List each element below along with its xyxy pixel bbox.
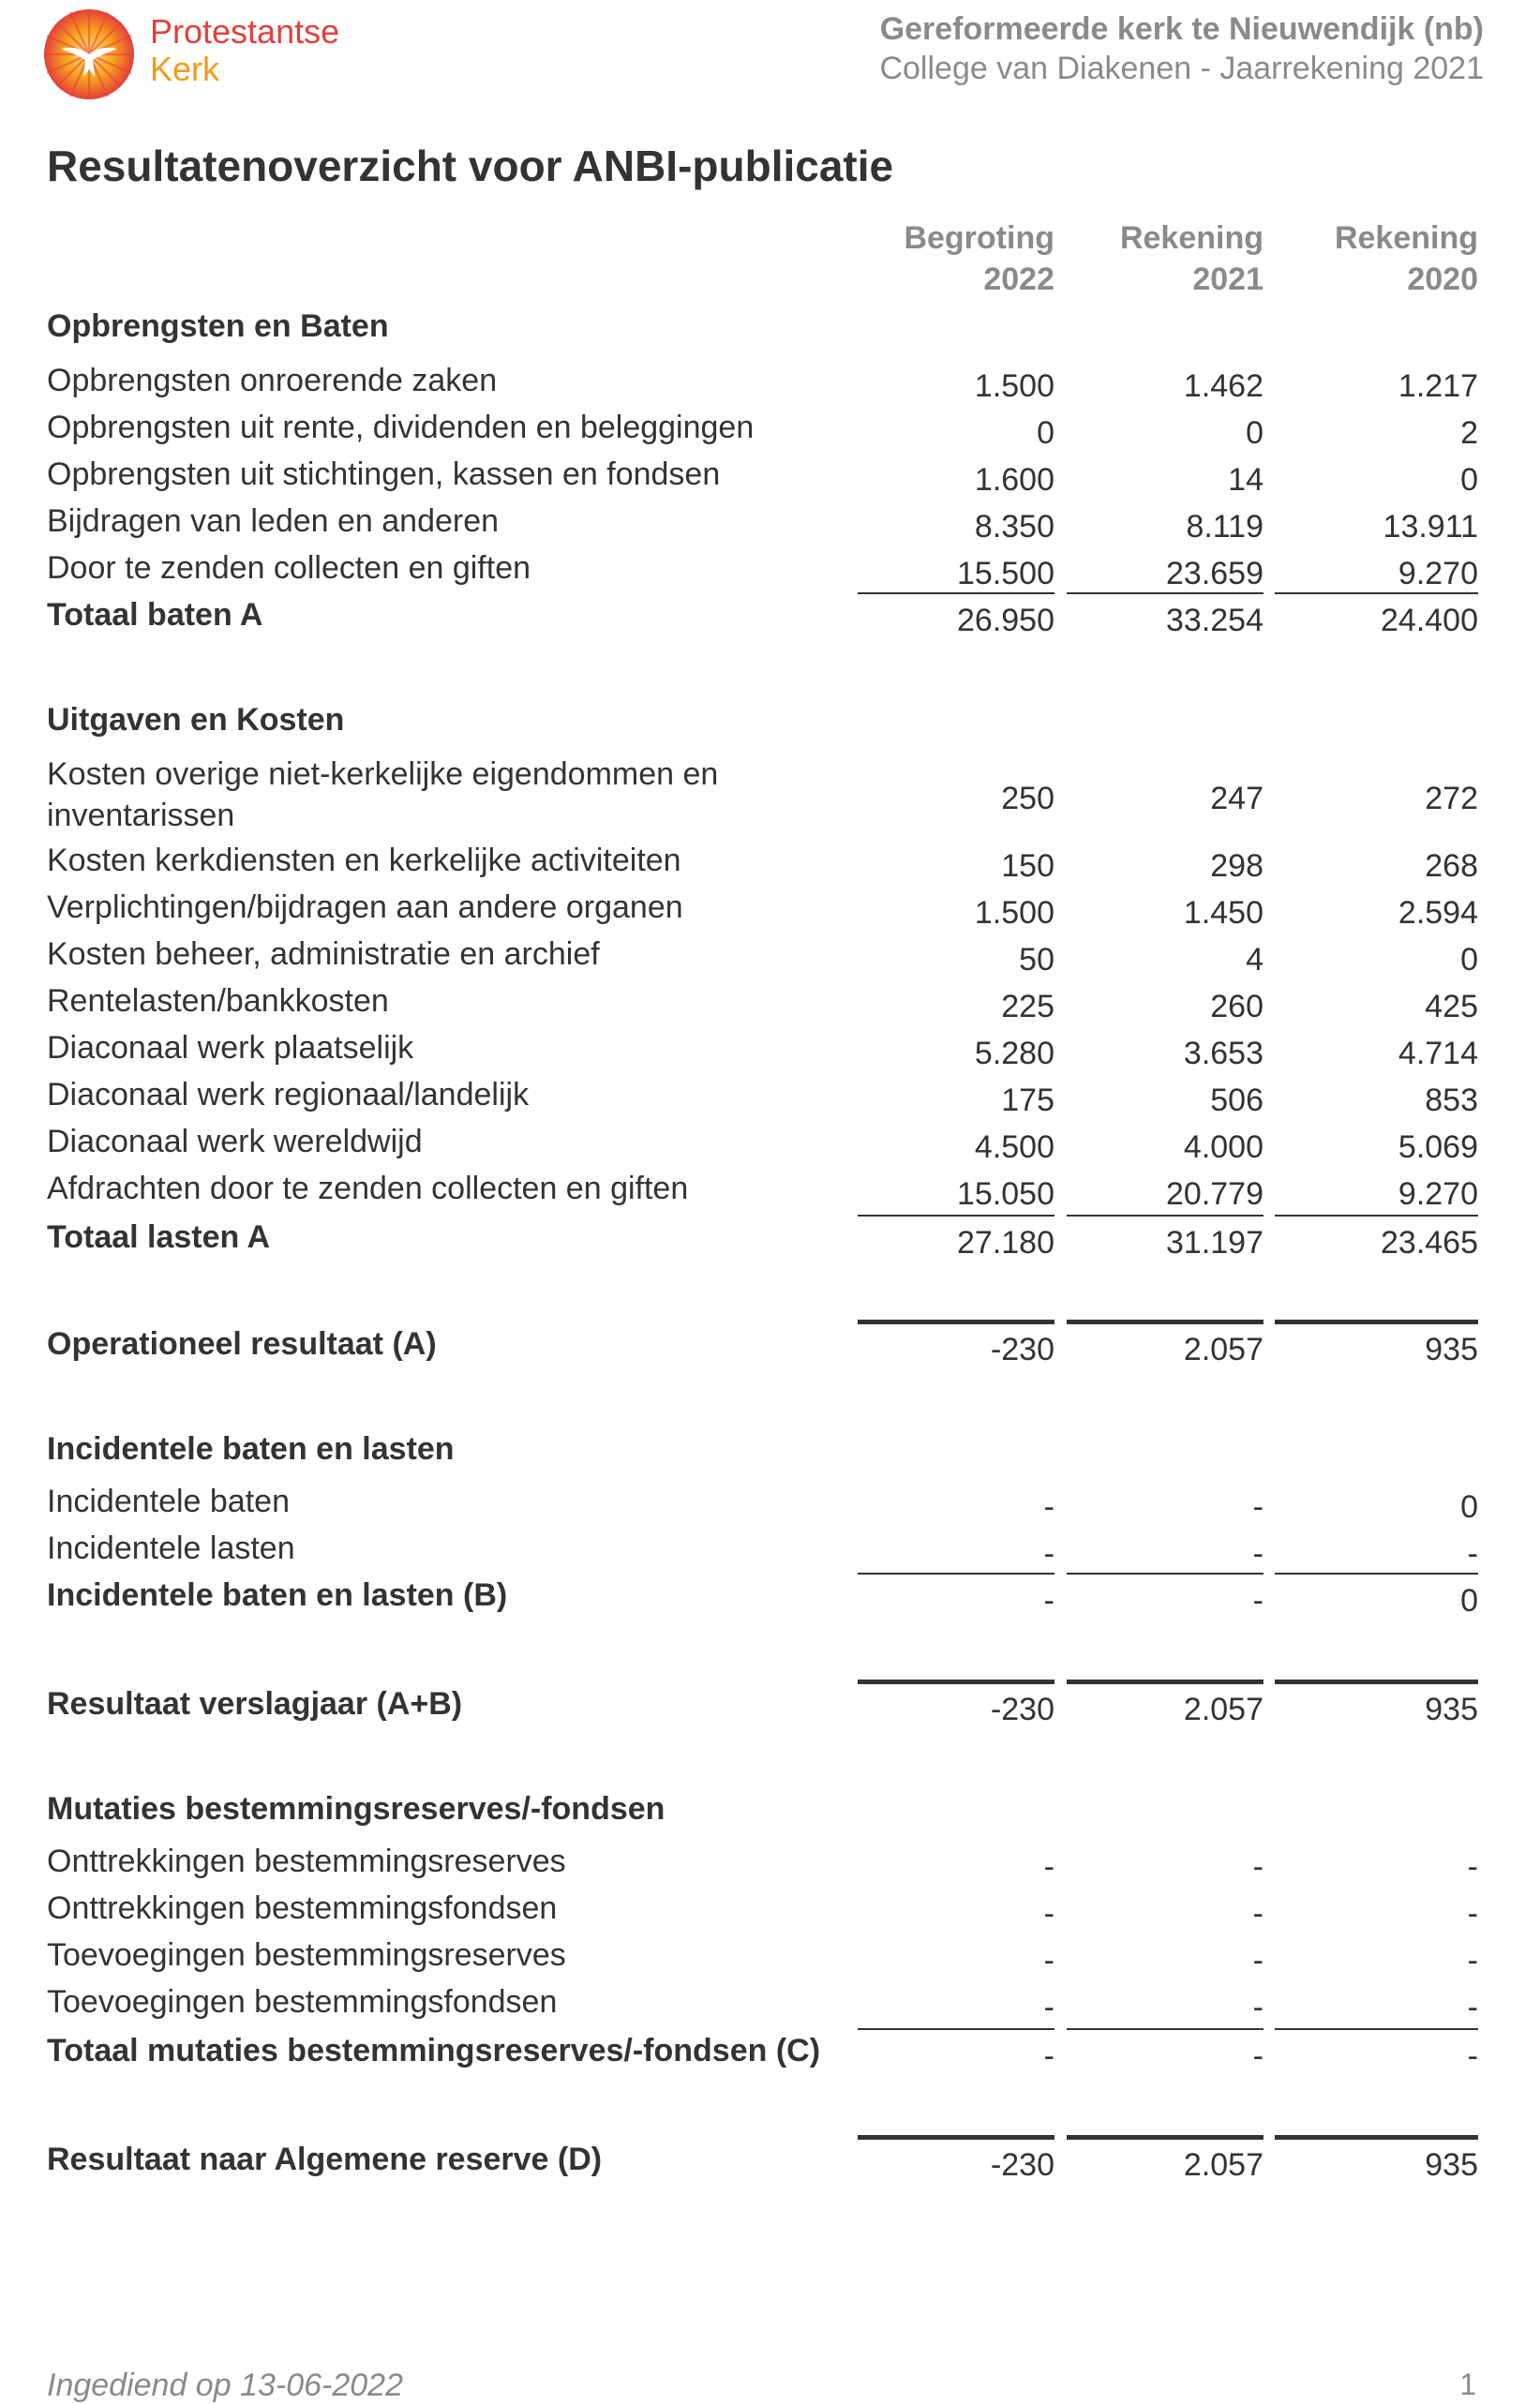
table-row	[0, 888, 1540, 935]
value-rekening-2020: 853	[1425, 1083, 1478, 1118]
value-rekening-2020: 2.594	[1398, 895, 1478, 931]
row-label: Operationeel resultaat (A)	[47, 1326, 437, 1362]
row-label: Mutaties bestemmingsreserves/-fondsen	[47, 1791, 665, 1827]
section-heading-mutaties	[0, 1790, 1540, 1837]
table-row	[0, 1170, 1540, 1217]
value-rekening-2021: 20.779	[1166, 1176, 1263, 1212]
row-label: Toevoegingen bestemmingsreserves	[47, 1937, 566, 1973]
value-begroting-2022: -	[1043, 2038, 1054, 2074]
table-row	[0, 362, 1540, 409]
table-row	[0, 1029, 1540, 1076]
value-rekening-2021: 4	[1246, 942, 1263, 978]
value-begroting-2022: 150	[1001, 848, 1054, 884]
result-rule	[858, 1320, 1054, 1324]
table-row	[0, 502, 1540, 549]
value-rekening-2020: -	[1467, 2038, 1478, 2074]
result-rule	[858, 2135, 1054, 2140]
table-row	[0, 1936, 1540, 1983]
value-begroting-2022: 15.050	[957, 1176, 1054, 1212]
subtotal-rule	[1275, 592, 1478, 594]
section-heading-incidentele	[0, 1430, 1540, 1477]
value-rekening-2021: -	[1252, 1583, 1263, 1619]
row-label: Kosten beheer, administratie en archief	[47, 936, 600, 972]
value-rekening-2020: 425	[1425, 989, 1478, 1024]
row-label: Incidentele baten	[47, 1484, 290, 1519]
value-begroting-2022: -	[1043, 1583, 1054, 1619]
total-row-algemene-reserve	[0, 2141, 1540, 2187]
subtotal-rule	[858, 1573, 1054, 1575]
row-label: Kosten overige niet-kerkelijke eigendommen en	[47, 756, 719, 792]
table-row	[0, 549, 1540, 596]
table-row	[0, 1843, 1540, 1889]
column-header-line2: 2021	[1192, 261, 1263, 297]
value-rekening-2021: 298	[1210, 848, 1263, 884]
table-row	[0, 455, 1540, 502]
value-rekening-2020: 0	[1460, 462, 1478, 498]
value-rekening-2020: -	[1467, 1849, 1478, 1885]
result-rule	[1275, 1320, 1478, 1324]
total-row-lasten	[0, 1218, 1540, 1265]
value-rekening-2020: 268	[1425, 848, 1478, 884]
value-rekening-2021: -	[1252, 1489, 1263, 1525]
value-rekening-2021: 1.462	[1183, 368, 1263, 404]
value-rekening-2020: 935	[1425, 1332, 1478, 1367]
value-begroting-2022: -	[1043, 1990, 1054, 2025]
row-label: Uitgaven en Kosten	[47, 702, 345, 738]
value-rekening-2021: -	[1252, 2038, 1263, 2074]
row-label: Incidentele baten en lasten	[47, 1431, 455, 1467]
row-label: Resultaat naar Algemene reserve (D)	[47, 2142, 603, 2177]
value-begroting-2022: -230	[990, 1332, 1054, 1367]
value-rekening-2021: 260	[1210, 989, 1263, 1024]
subtotal-rule	[1067, 592, 1263, 594]
value-begroting-2022: 1.600	[974, 462, 1054, 498]
value-rekening-2020: 24.400	[1381, 603, 1478, 638]
section-heading-opbrengsten	[0, 307, 1540, 354]
value-rekening-2021: -	[1252, 1536, 1263, 1572]
value-rekening-2020: 9.270	[1398, 556, 1478, 591]
table-row	[0, 982, 1540, 1029]
document-header	[879, 9, 1484, 88]
result-rule	[1067, 1320, 1263, 1324]
value-rekening-2021: 14	[1228, 462, 1263, 498]
total-row-mutaties	[0, 2032, 1540, 2079]
row-label: Opbrengsten uit rente, dividenden en beleggingen	[47, 410, 755, 445]
row-label: Diaconaal werk regionaal/landelijk	[47, 1077, 530, 1112]
row-label: Verplichtingen/bijdragen aan andere organen	[47, 889, 683, 925]
value-rekening-2020: 2	[1460, 415, 1478, 451]
table-row	[0, 1483, 1540, 1530]
column-header-line2: 2020	[1407, 261, 1478, 297]
value-rekening-2021: -	[1252, 1849, 1263, 1885]
result-rule	[1275, 2135, 1478, 2140]
value-rekening-2021: 8.119	[1186, 509, 1263, 545]
value-begroting-2022: 27.180	[957, 1225, 1054, 1261]
total-row-operationeel-resultaat	[0, 1325, 1540, 1372]
table-row	[0, 842, 1540, 888]
total-row-resultaat-verslagjaar	[0, 1685, 1540, 1732]
value-rekening-2021: 0	[1246, 415, 1263, 451]
dove-sun-icon	[42, 7, 136, 101]
column-header-begroting-2022	[848, 217, 1054, 300]
value-begroting-2022: -230	[990, 2147, 1054, 2183]
logo-line-2: Kerk	[150, 50, 220, 88]
value-rekening-2020: 0	[1460, 942, 1478, 978]
value-rekening-2020: 13.911	[1383, 509, 1478, 545]
subtotal-rule	[1067, 1215, 1263, 1217]
value-rekening-2021: 506	[1210, 1083, 1263, 1118]
column-header-line1: Rekening	[1119, 220, 1263, 256]
table-row	[0, 1983, 1540, 2030]
value-rekening-2020: 5.069	[1398, 1129, 1478, 1165]
protestantse-kerk-logo	[42, 7, 361, 101]
row-label: Totaal lasten A	[47, 1219, 271, 1255]
value-begroting-2022: 225	[1001, 989, 1054, 1024]
document-subtitle: College van Diakenen - Jaarrekening 2021	[879, 51, 1484, 86]
row-label: Opbrengsten en Baten	[47, 308, 389, 344]
table-row	[0, 1530, 1540, 1576]
value-rekening-2020: 0	[1460, 1489, 1478, 1525]
result-rule	[1067, 2135, 1263, 2140]
value-rekening-2020: 4.714	[1398, 1036, 1478, 1071]
value-begroting-2022: -	[1043, 1489, 1054, 1525]
table-row	[0, 1889, 1540, 1936]
table-row	[0, 1076, 1540, 1123]
value-begroting-2022: 250	[1001, 781, 1054, 816]
table-row	[0, 755, 1540, 840]
total-row-baten	[0, 596, 1540, 643]
subtotal-rule	[1067, 1573, 1263, 1575]
value-rekening-2020: 23.465	[1381, 1225, 1478, 1261]
value-rekening-2020: 935	[1425, 2147, 1478, 2183]
value-rekening-2020: 272	[1425, 781, 1478, 816]
row-label: Onttrekkingen bestemmingsfondsen	[47, 1890, 558, 1926]
row-label: Diaconaal werk plaatselijk	[47, 1030, 414, 1066]
value-rekening-2021: 23.659	[1166, 556, 1263, 591]
subtotal-rule	[1275, 2028, 1478, 2030]
value-begroting-2022: -	[1043, 1896, 1054, 1932]
value-rekening-2021: -	[1252, 1896, 1263, 1932]
value-begroting-2022: -230	[990, 1692, 1054, 1727]
value-rekening-2020: -	[1467, 1943, 1478, 1978]
subtotal-rule	[858, 592, 1054, 594]
value-begroting-2022: 15.500	[957, 556, 1054, 591]
column-header-rekening-2020	[1272, 217, 1478, 300]
subtotal-rule	[858, 1215, 1054, 1217]
value-rekening-2021: -	[1252, 1943, 1263, 1978]
page-title: Resultatenoverzicht voor ANBI-publicatie	[47, 142, 894, 190]
value-rekening-2021: 2.057	[1183, 1692, 1263, 1727]
value-begroting-2022: 0	[1037, 415, 1054, 451]
row-label: Rentelasten/bankkosten	[47, 983, 389, 1019]
table-row	[0, 935, 1540, 982]
result-rule	[1275, 1680, 1478, 1684]
column-header-line2: 2022	[983, 261, 1054, 297]
value-rekening-2021: 2.057	[1183, 1332, 1263, 1367]
value-begroting-2022: 175	[1001, 1083, 1054, 1118]
value-rekening-2021: 31.197	[1166, 1225, 1263, 1261]
value-rekening-2021: 3.653	[1183, 1036, 1263, 1071]
value-begroting-2022: -	[1043, 1536, 1054, 1572]
subtotal-rule	[1275, 1573, 1478, 1575]
row-label: Totaal baten A	[47, 597, 263, 633]
row-label: Kosten kerkdiensten en kerkelijke activiteiten	[47, 843, 681, 878]
table-row	[0, 1123, 1540, 1170]
value-rekening-2020: -	[1467, 1990, 1478, 2025]
value-rekening-2021: 247	[1210, 781, 1263, 816]
table-row	[0, 409, 1540, 455]
total-row-incidentele	[0, 1576, 1540, 1623]
row-label: Totaal mutaties bestemmingsreserves/-fondsen (C)	[47, 2033, 821, 2068]
value-rekening-2020: 0	[1460, 1583, 1478, 1619]
value-rekening-2021: -	[1252, 1990, 1263, 2025]
value-rekening-2020: -	[1467, 1536, 1478, 1572]
row-label: Opbrengsten uit stichtingen, kassen en fondsen	[47, 456, 721, 492]
value-rekening-2021: 2.057	[1183, 2147, 1263, 2183]
result-rule	[1067, 1680, 1263, 1684]
submission-date: Ingediend op 13-06-2022	[47, 2367, 403, 2403]
value-begroting-2022: 50	[1019, 942, 1054, 978]
value-rekening-2020: 1.217	[1398, 368, 1478, 404]
row-label: Incidentele baten en lasten (B)	[47, 1577, 508, 1613]
page-number: 1	[1459, 2367, 1476, 2401]
column-header-line1: Begroting	[904, 220, 1054, 256]
logo-wordmark	[150, 13, 347, 88]
value-begroting-2022: -	[1043, 1849, 1054, 1885]
value-begroting-2022: 8.350	[974, 509, 1054, 545]
value-rekening-2021: 33.254	[1166, 603, 1263, 638]
value-begroting-2022: 26.950	[957, 603, 1054, 638]
value-rekening-2020: 935	[1425, 1692, 1478, 1727]
row-label-continued: inventarissen	[47, 798, 235, 833]
row-label: Diaconaal werk wereldwijd	[47, 1124, 423, 1159]
subtotal-rule	[1067, 2028, 1263, 2030]
value-begroting-2022: -	[1043, 1943, 1054, 1978]
row-label: Onttrekkingen bestemmingsreserves	[47, 1844, 566, 1879]
logo-line-1: Protestantse	[150, 12, 340, 51]
row-label: Door te zenden collecten en giften	[47, 550, 531, 586]
column-header-line1: Rekening	[1334, 220, 1478, 256]
subtotal-rule	[858, 2028, 1054, 2030]
value-rekening-2020: -	[1467, 1896, 1478, 1932]
value-rekening-2021: 1.450	[1183, 895, 1263, 931]
row-label: Incidentele lasten	[47, 1530, 295, 1566]
row-label: Bijdragen van leden en anderen	[47, 503, 500, 539]
value-begroting-2022: 1.500	[974, 368, 1054, 404]
value-rekening-2021: 4.000	[1183, 1129, 1263, 1165]
section-heading-uitgaven	[0, 701, 1540, 748]
subtotal-rule	[1275, 1215, 1478, 1217]
row-label: Afdrachten door te zenden collecten en giften	[47, 1171, 689, 1206]
row-label: Toevoegingen bestemmingsfondsen	[47, 1984, 558, 2020]
result-rule	[858, 1680, 1054, 1684]
value-rekening-2020: 9.270	[1398, 1176, 1478, 1212]
value-begroting-2022: 4.500	[974, 1129, 1054, 1165]
row-label: Opbrengsten onroerende zaken	[47, 363, 498, 398]
value-begroting-2022: 1.500	[974, 895, 1054, 931]
organization-name: Gereformeerde kerk te Nieuwendijk (nb)	[879, 11, 1484, 47]
column-header-rekening-2021	[1057, 217, 1263, 300]
value-begroting-2022: 5.280	[974, 1036, 1054, 1071]
row-label: Resultaat verslagjaar (A+B)	[47, 1686, 463, 1722]
